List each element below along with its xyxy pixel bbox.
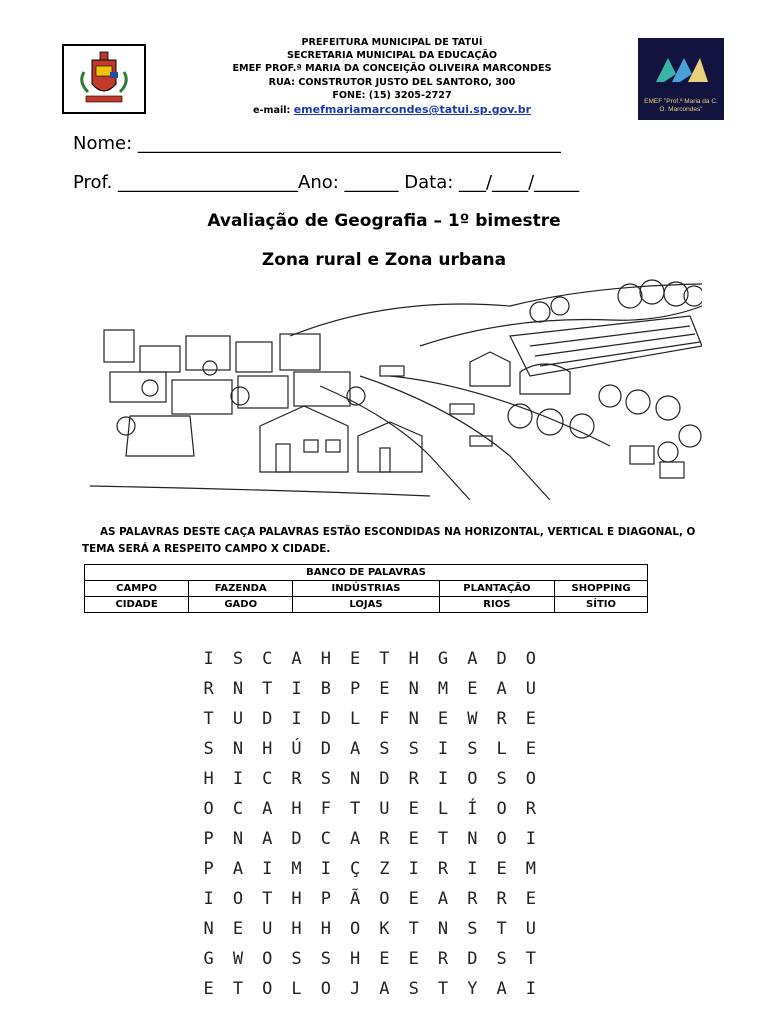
word-search-letter[interactable]: E [437, 709, 449, 729]
word-search-letter[interactable]: W [232, 949, 244, 969]
word-search-letter[interactable]: U [262, 919, 273, 939]
school-header [150, 36, 634, 117]
word-search-letter[interactable]: N [437, 919, 449, 939]
word-search-letter[interactable]: O [203, 799, 214, 819]
word-search-letter[interactable]: I [467, 859, 478, 879]
name-field-line[interactable]: Nome: _______________________________________________ [73, 133, 561, 154]
word-search-row [194, 644, 546, 674]
word-search-letter[interactable]: I [262, 859, 273, 879]
word-search-letter[interactable]: D [291, 829, 302, 849]
word-search-row [194, 674, 546, 704]
word-bank-cell: FAZENDA [189, 581, 293, 597]
header-line: RUA: CONSTRUTOR JUSTO DEL SANTORO, 300 [268, 76, 516, 88]
word-search-letter[interactable]: L [291, 979, 302, 999]
word-search-letter[interactable]: U [379, 799, 390, 819]
word-search-letter[interactable]: N [408, 679, 419, 699]
word-search-row [194, 914, 546, 944]
word-search-letter[interactable]: Y [467, 979, 478, 999]
word-search-letter[interactable]: A [350, 829, 361, 849]
word-search-letter[interactable]: Z [379, 859, 390, 879]
word-search-letter[interactable]: T [350, 799, 361, 819]
word-search-letter[interactable]: R [496, 889, 507, 909]
word-bank-title: BANCO DE PALAVRAS [85, 565, 648, 581]
word-search-row [194, 704, 546, 734]
word-search-letter[interactable]: A [467, 649, 478, 669]
header-line: FONE: (15) 3205-2727 [332, 89, 452, 101]
word-search-letter[interactable]: O [320, 979, 331, 999]
word-search-letter[interactable]: M [437, 679, 449, 699]
word-search-letter[interactable]: U [232, 709, 244, 729]
word-search-letter[interactable]: K [379, 919, 390, 939]
word-bank-cell: SHOPPING [555, 581, 648, 597]
word-search-letter[interactable]: S [203, 739, 214, 759]
word-search-instructions [82, 524, 702, 558]
word-search-letter[interactable]: D [320, 709, 331, 729]
word-search-letter[interactable]: G [437, 649, 449, 669]
word-search-letter[interactable]: R [467, 889, 478, 909]
word-search-row [194, 974, 546, 1004]
word-search-letter[interactable]: C [262, 649, 273, 669]
word-search-letter[interactable]: E [379, 679, 390, 699]
word-bank-table [84, 564, 648, 613]
word-search-letter[interactable]: R [525, 799, 537, 819]
word-search-letter[interactable]: S [408, 739, 419, 759]
word-search-letter[interactable]: I [232, 769, 244, 789]
word-search-letter[interactable]: H [291, 799, 302, 819]
word-search-letter[interactable]: M [525, 859, 537, 879]
word-search-letter[interactable]: I [291, 709, 302, 729]
school-logo-text: EMEF "Prof.ª Maria da C. O. Marcondes" [644, 98, 718, 113]
word-search-letter[interactable]: A [262, 829, 273, 849]
city-coat-of-arms-logo [62, 44, 146, 114]
header-line: SECRETARIA MUNICIPAL DA EDUCAÇÃO [286, 50, 498, 62]
word-search-letter[interactable]: I [203, 649, 214, 669]
word-search-letter[interactable]: A [291, 649, 302, 669]
word-search-letter[interactable]: A [262, 799, 273, 819]
word-search-letter[interactable]: C [232, 799, 244, 819]
word-bank-cell: INDÚSTRIAS [293, 581, 439, 597]
word-search-letter[interactable]: T [437, 829, 449, 849]
word-search-letter[interactable]: R [379, 829, 390, 849]
word-search-letter[interactable]: H [320, 649, 331, 669]
page-subtitle: Zona rural e Zona urbana [261, 250, 507, 270]
word-search-letter[interactable]: T [379, 649, 390, 669]
word-search-letter[interactable]: U [525, 679, 537, 699]
word-search-letter[interactable]: L [496, 739, 507, 759]
word-search-letter[interactable]: O [525, 769, 537, 789]
word-search-letter[interactable]: T [262, 679, 273, 699]
word-search-letter[interactable]: R [408, 769, 419, 789]
word-bank-cell: RIOS [439, 597, 554, 613]
word-search-letter[interactable]: T [525, 949, 537, 969]
header-line: PREFEITURA MUNICIPAL DE TATUÍ [301, 37, 483, 48]
word-search-letter[interactable]: Ú [291, 739, 302, 759]
word-search-row [194, 854, 546, 884]
word-search-letter[interactable]: S [320, 949, 331, 969]
word-bank-cell: GADO [189, 597, 293, 613]
word-search-letter[interactable]: R [291, 769, 302, 789]
word-search-letter[interactable]: R [496, 709, 507, 729]
word-search-letter[interactable]: G [203, 949, 214, 969]
word-search-letter[interactable]: I [437, 739, 449, 759]
word-search-letter[interactable]: S [232, 649, 244, 669]
word-search-letter[interactable]: T [262, 889, 273, 909]
word-search-letter[interactable]: S [467, 739, 478, 759]
word-search-letter[interactable]: Í [467, 799, 478, 819]
word-search-letter[interactable]: F [379, 709, 390, 729]
word-search-letter[interactable]: I [408, 859, 419, 879]
word-search-letter[interactable]: E [232, 919, 244, 939]
word-search-letter[interactable]: O [350, 919, 361, 939]
word-search-letter[interactable]: E [350, 649, 361, 669]
word-search-letter[interactable]: E [408, 889, 419, 909]
word-search-letter[interactable]: O [496, 799, 507, 819]
word-search-letter[interactable]: O [262, 979, 273, 999]
word-search-letter[interactable]: D [496, 649, 507, 669]
word-search-row [194, 764, 546, 794]
word-search-letter[interactable]: S [496, 949, 507, 969]
word-search-letter[interactable]: N [203, 919, 214, 939]
word-search-letter[interactable]: R [437, 859, 449, 879]
word-search-letter[interactable]: W [467, 709, 478, 729]
word-search-letter[interactable]: T [437, 979, 449, 999]
word-search-letter[interactable]: A [496, 979, 507, 999]
word-bank-cell: PLANTAÇÃO [439, 581, 554, 597]
word-search-letter[interactable]: O [379, 889, 390, 909]
word-search-letter[interactable]: D [379, 769, 390, 789]
word-search-letter[interactable]: A [350, 739, 361, 759]
word-search-letter[interactable]: T [408, 919, 419, 939]
word-search-letter[interactable]: P [350, 679, 361, 699]
word-search-letter[interactable]: E [467, 679, 478, 699]
word-search-letter[interactable]: E [525, 889, 537, 909]
word-search-letter[interactable]: J [350, 979, 361, 999]
word-search-letter[interactable]: B [320, 679, 331, 699]
word-search-letter[interactable]: H [291, 889, 302, 909]
word-search-letter[interactable]: I [525, 979, 537, 999]
word-search-letter[interactable]: D [320, 739, 331, 759]
word-search-letter[interactable]: F [320, 799, 331, 819]
word-search-letter[interactable]: E [408, 949, 419, 969]
word-search-letter[interactable]: O [525, 649, 537, 669]
word-search-letter[interactable]: O [232, 889, 244, 909]
word-search-grid [194, 644, 546, 1004]
word-search-letter[interactable]: I [320, 859, 331, 879]
word-search-letter[interactable]: N [232, 829, 244, 849]
word-search-letter[interactable]: E [408, 829, 419, 849]
word-bank-cell: SÍTIO [555, 597, 648, 613]
word-search-letter[interactable]: C [320, 829, 331, 849]
word-search-letter[interactable]: H [408, 649, 419, 669]
word-search-letter[interactable]: S [320, 769, 331, 789]
word-search-letter[interactable]: S [496, 769, 507, 789]
word-search-letter[interactable]: O [467, 769, 478, 789]
word-search-row [194, 824, 546, 854]
word-search-letter[interactable]: I [203, 889, 214, 909]
word-search-letter[interactable]: D [262, 709, 273, 729]
word-search-letter[interactable]: I [437, 769, 449, 789]
email-label: e-mail: [253, 105, 291, 117]
word-search-letter[interactable]: S [291, 949, 302, 969]
word-search-letter[interactable]: L [350, 709, 361, 729]
word-search-letter[interactable]: N [467, 829, 478, 849]
word-search-letter[interactable]: P [203, 829, 214, 849]
word-search-letter[interactable]: I [525, 829, 537, 849]
coat-of-arms-icon [64, 46, 144, 112]
school-logo [638, 38, 724, 120]
word-search-letter[interactable]: S [408, 979, 419, 999]
word-search-row [194, 794, 546, 824]
word-search-letter[interactable]: E [525, 739, 537, 759]
word-search-letter[interactable]: H [203, 769, 214, 789]
word-bank-cell: CAMPO [85, 581, 189, 597]
word-search-letter[interactable]: C [262, 769, 273, 789]
header-line: EMEF PROF.ª MARIA DA CONCEIÇÃO OLIVEIRA MARCONDES [232, 63, 552, 75]
email-link[interactable]: emefmariamarcondes@tatui.sp.gov.br [293, 103, 531, 117]
word-search-letter[interactable]: Ã [350, 889, 361, 909]
word-search-letter[interactable]: E [408, 799, 419, 819]
word-search-letter[interactable]: N [408, 709, 419, 729]
word-search-letter[interactable]: H [320, 919, 331, 939]
word-search-letter[interactable]: P [203, 859, 214, 879]
prof-year-date-line[interactable]: Prof. ____________________Ano: ______ Data: ___/____/_____ [73, 172, 580, 193]
word-search-letter[interactable]: L [437, 799, 449, 819]
word-search-letter[interactable]: R [203, 679, 214, 699]
word-search-letter[interactable]: O [262, 949, 273, 969]
word-bank-row [85, 581, 648, 597]
word-search-letter[interactable]: E [379, 949, 390, 969]
word-bank-row [85, 597, 648, 613]
word-search-letter[interactable]: M [291, 859, 302, 879]
word-search-letter[interactable]: R [437, 949, 449, 969]
word-search-letter[interactable]: T [232, 979, 244, 999]
word-search-letter[interactable]: U [525, 919, 537, 939]
word-search-letter[interactable]: N [232, 679, 244, 699]
word-search-letter[interactable]: S [467, 919, 478, 939]
word-search-row [194, 734, 546, 764]
word-search-letter[interactable]: E [496, 859, 507, 879]
word-bank-cell: LOJAS [293, 597, 439, 613]
word-search-letter[interactable]: T [203, 709, 214, 729]
word-search-letter[interactable]: E [525, 709, 537, 729]
word-search-letter[interactable]: O [496, 829, 507, 849]
word-search-letter[interactable]: I [291, 679, 302, 699]
word-search-letter[interactable]: N [350, 769, 361, 789]
word-search-row [194, 944, 546, 974]
word-search-letter[interactable]: A [437, 889, 449, 909]
word-search-row [194, 884, 546, 914]
instructions-text: AS PALAVRAS DESTE CAÇA PALAVRAS ESTÃO ESCONDIDAS NA HORIZONTAL, VERTICAL E DIAGONAL, O TEMA SERÁ A RESPEITO CAMPO X CIDADE. [82, 526, 696, 555]
word-search-letter[interactable]: T [496, 919, 507, 939]
word-search-letter[interactable]: Ç [350, 859, 361, 879]
word-search-letter[interactable]: H [291, 919, 302, 939]
page-title: Avaliação de Geografia – 1º bimestre [207, 211, 561, 231]
word-search-letter[interactable]: A [379, 979, 390, 999]
word-search-letter[interactable]: H [350, 949, 361, 969]
school-logo-icon [638, 38, 724, 94]
rural-urban-illustration [90, 276, 702, 500]
word-search-letter[interactable]: A [232, 859, 244, 879]
word-search-letter[interactable]: D [467, 949, 478, 969]
word-search-letter[interactable]: P [320, 889, 331, 909]
word-bank-cell: CIDADE [85, 597, 189, 613]
email-row [150, 103, 634, 117]
word-search-letter[interactable]: A [496, 679, 507, 699]
word-search-letter[interactable]: E [203, 979, 214, 999]
word-search-letter[interactable]: S [379, 739, 390, 759]
word-search-letter[interactable]: N [232, 739, 244, 759]
word-search-letter[interactable]: H [262, 739, 273, 759]
